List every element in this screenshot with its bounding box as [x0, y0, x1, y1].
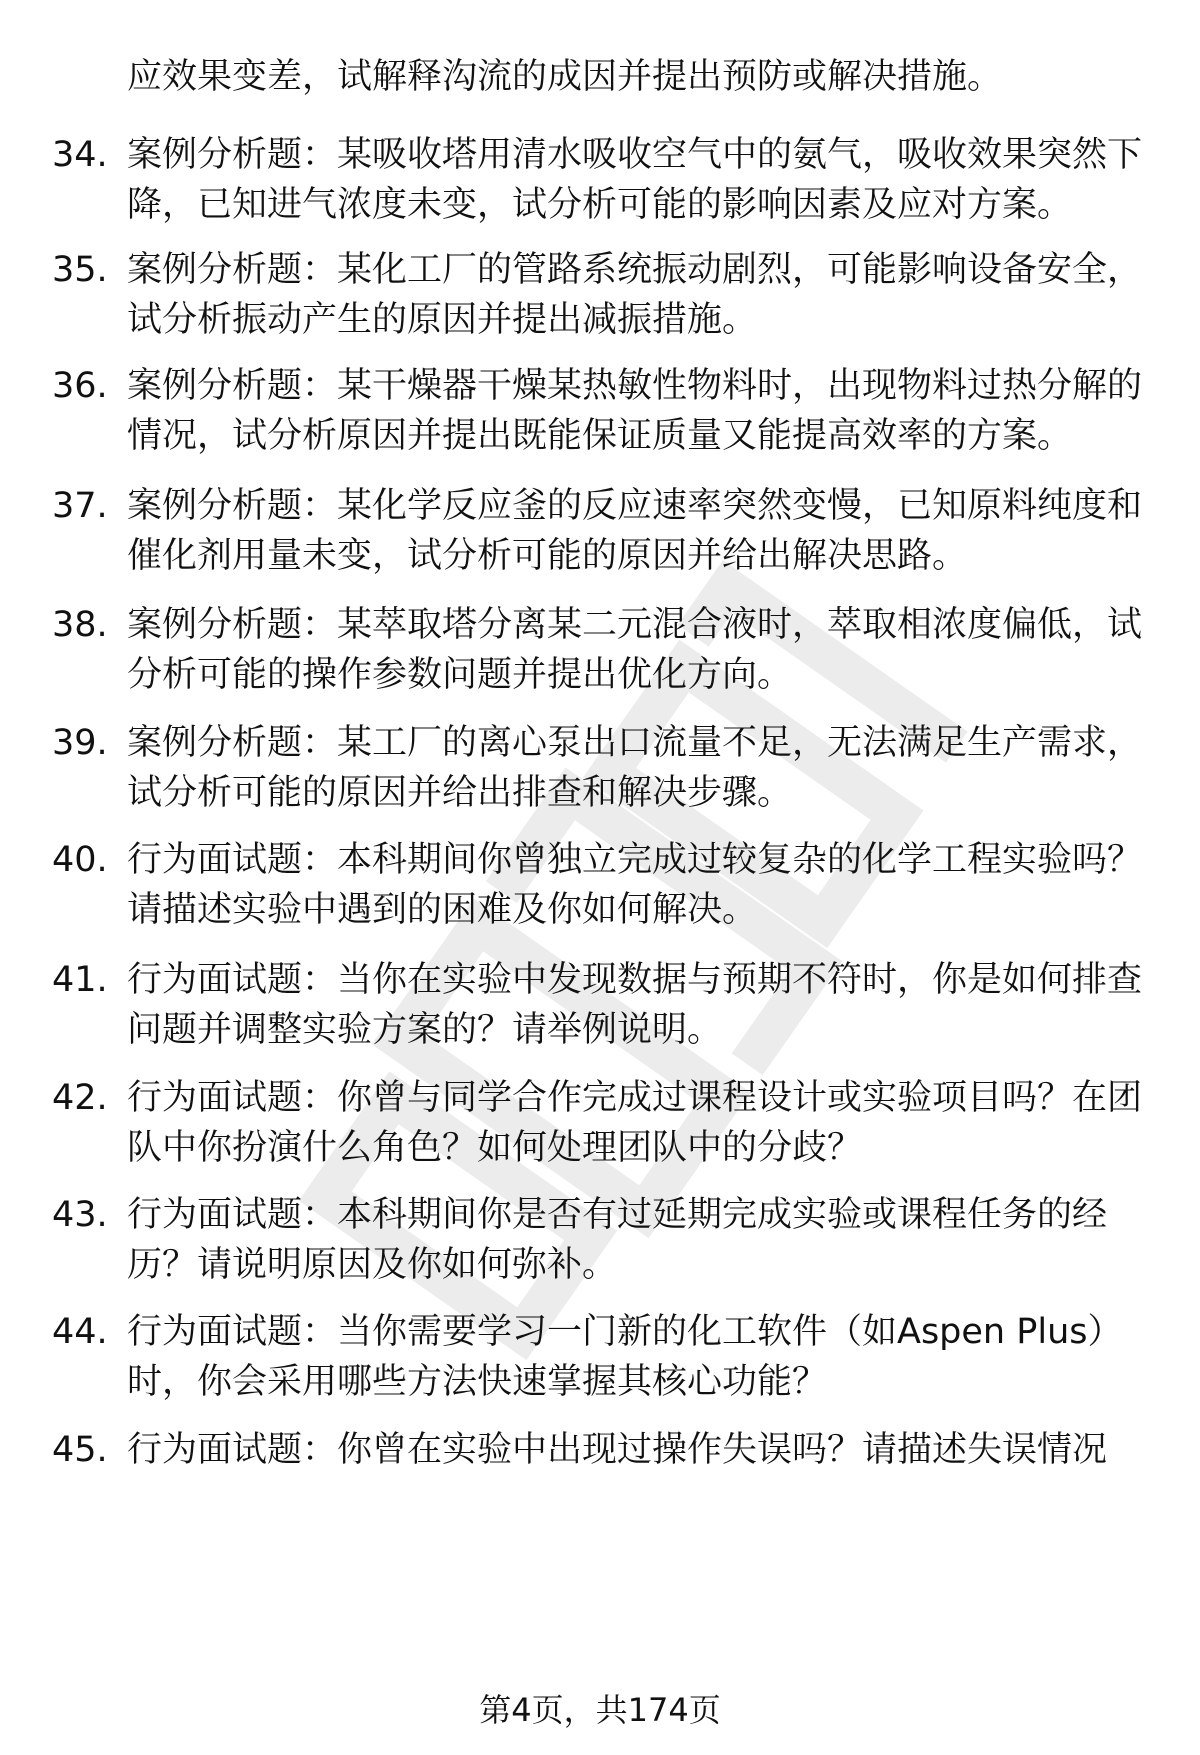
item-number: 41. [52, 960, 108, 1000]
list-item-text: 行为面试题：你曾与同学合作完成过课程设计或实验项目吗？在团队中你扮演什么角色？如何处理团队中的分歧？ [127, 1078, 1143, 1168]
item-number: 37. [52, 486, 108, 526]
list-item-text: 行为面试题：你曾在实验中出现过操作失误吗？请描述失误情况 [127, 1430, 1108, 1470]
item-number: 35. [52, 250, 108, 290]
list-item-continuation: 应效果变差，试解释沟流的成因并提出预防或解决措施。 [127, 57, 1003, 97]
page-footer: 第4页，共174页 [479, 1691, 721, 1729]
item-number: 38. [52, 605, 108, 645]
list-item-text: 行为面试题：当你在实验中发现数据与预期不符时，你是如何排查问题并调整实验方案的？请举例说明。 [127, 960, 1143, 1050]
list-item-text: 案例分析题：某吸收塔用清水吸收空气中的氨气，吸收效果突然下降，已知进气浓度未变，试分析可能的影响因素及应对方案。 [127, 135, 1143, 225]
list-item-text: 案例分析题：某干燥器干燥某热敏性物料时，出现物料过热分解的情况，试分析原因并提出既能保证质量又能提高效率的方案。 [127, 366, 1143, 456]
item-number: 36. [52, 366, 108, 406]
list-item-text: 案例分析题：某萃取塔分离某二元混合液时，萃取相浓度偏低，试分析可能的操作参数问题并提出优化方向。 [127, 605, 1143, 695]
item-number: 43. [52, 1195, 108, 1235]
item-number: 40. [52, 840, 108, 880]
list-item-text: 案例分析题：某化学反应釜的反应速率突然变慢，已知原料纯度和催化剂用量未变，试分析可能的原因并给出解决思路。 [127, 486, 1143, 576]
item-number: 44. [52, 1312, 108, 1352]
item-number: 34. [52, 135, 108, 175]
item-number: 45. [52, 1430, 108, 1470]
item-number: 42. [52, 1078, 108, 1118]
list-item-text: 案例分析题：某化工厂的管路系统振动剧烈，可能影响设备安全，试分析振动产生的原因并提出减振措施。 [127, 250, 1143, 340]
list-item-text: 行为面试题：当你需要学习一门新的化工软件（如Aspen Plus）时，你会采用哪些方法快速掌握其核心功能？ [127, 1312, 1123, 1402]
list-item-text: 案例分析题：某工厂的离心泵出口流量不足，无法满足生产需求，试分析可能的原因并给出排查和解决步骤。 [127, 723, 1143, 813]
item-number: 39. [52, 723, 108, 763]
list-item-text: 行为面试题：本科期间你是否有过延期完成实验或课程任务的经历？请说明原因及你如何弥补。 [127, 1195, 1108, 1285]
list-item-text: 行为面试题：本科期间你曾独立完成过较复杂的化学工程实验吗？请描述实验中遇到的困难及你如何解决。 [127, 840, 1143, 930]
